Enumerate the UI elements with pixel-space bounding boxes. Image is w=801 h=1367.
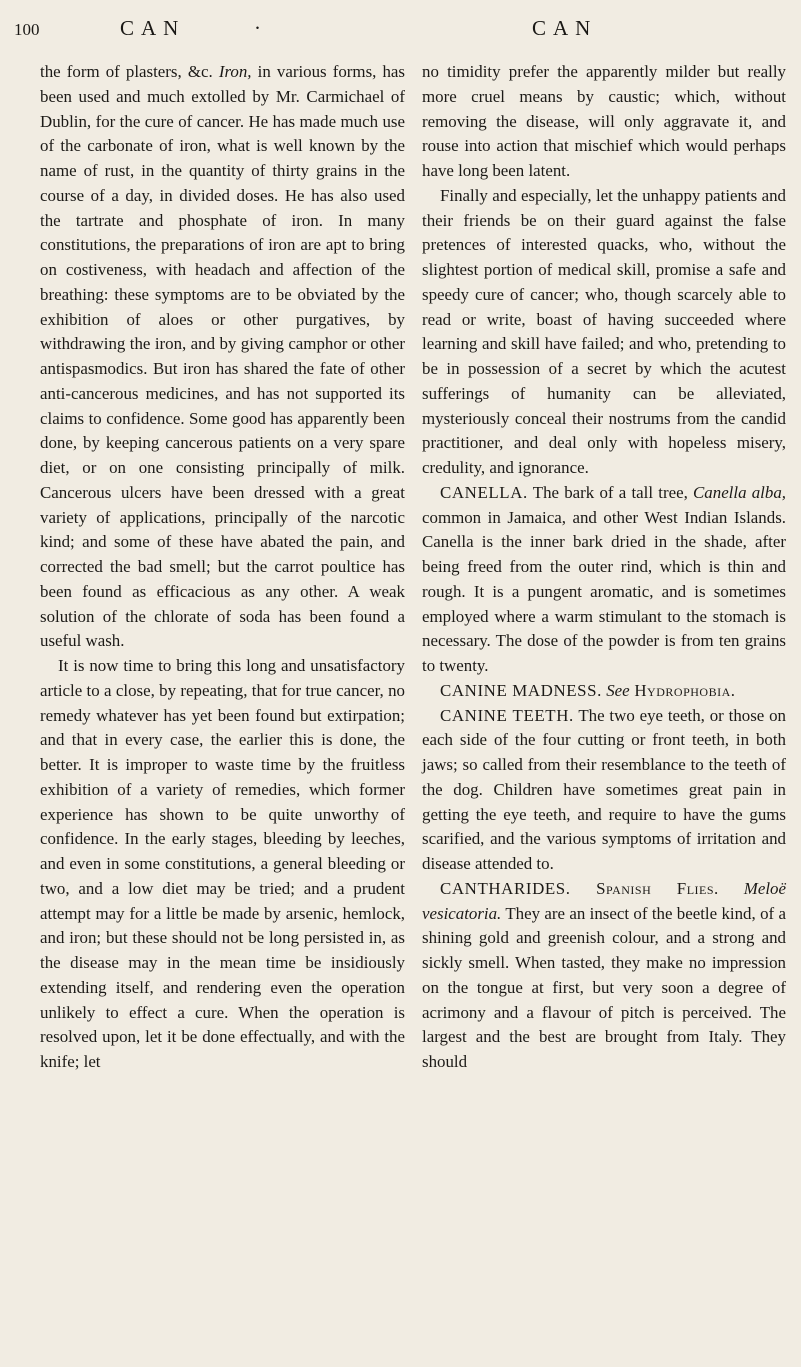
entry-canine-madness [422,679,786,704]
paragraph-caustic: no timidity prefer the apparently milder but really more cruel means by caustic; which, without removing the disease, will only aggravate it, and rouse into action that mischief which would perhaps have long been latent. [422,62,786,180]
common-name: Spanish Flies. [570,878,719,898]
right-column [422,60,786,1075]
entry-canella: CANELLA. The bark of a tall tree, Canella alba, common in Jamaica, and other West Indian Islands. Canella is the inner bark dried in the shade, after being freed from the outer rind, which is thin and rough. It is a pungent aromatic, and is sometimes employed where a warm stimulant to the stomach is necessary. The dose of the powder is from ten grains to twenty. [422,482,786,675]
page-header [0,12,801,52]
cross-reference-link: Hydrophobia. [629,680,736,700]
left-column [40,60,405,1075]
entry-headword: CANINE TEETH. [440,705,574,725]
latin-name: Meloë vesicatoria. [422,878,786,923]
latin-name: Canella alba, [693,482,786,502]
paragraph-conclusion: It is now time to bring this long and unsatisfactory article to a close, by repeating, that for true cancer, no remedy whatever has yet been found but extirpation; and that in every case, the earlier this is done, the better. It is improper to waste time by the fruitless exhibition of a variety of remedies, which former experience has shown to be quite unworthy of confidence. In the early stages, bleeding by leeches, and even in some constitutions, a general bleeding or two, and a low diet may be tried; and a prudent attempt may for a little be made by arsenic, hemlock, and iron; but these should not be long persisted in, as the disease may in the mean time be insidiously extending itself, and rendering even the operation unlikely to effect a cure. When the operation is resolved upon, let it be done effectually, and with the knife; let [40,656,405,1071]
paragraph-quacks: Finally and especially, let the unhappy patients and their friends be on their guard against the false pretences of interested quacks, who, without the slightest portion of medical skill, promise a safe and speedy cure of cancer; who, though scarcely able to read or write, boast of having succeeded where learning and skill have failed; and who, pretending to be in possession of a secret by which the acutest sufferings of humanity can be alleviated, mysteriously conceal their nostrums from the candid practitioner, and deal only with hopeless misery, credulity, and ignorance. [422,185,786,477]
entry-cantharides: CANTHARIDES. Spanish Flies. Meloë vesicatoria. They are an insect of the beetle kind, of a shining gold and greenish colour, and a strong and sickly smell. When tasted, they make no impression on the tongue at first, but very soon a degree of acrimony and a flavour of pitch is perceived. The largest and the best are brought from Italy. They should [422,878,786,1071]
italic-term: Iron, [218,62,252,81]
running-head-right: CAN [532,16,598,40]
running-head-divider: · [254,16,261,40]
entry-headword: CANTHARIDES. [440,878,571,898]
entry-headword: CANELLA. [440,482,528,502]
running-head-left: CAN [120,16,186,40]
see-reference: See [601,680,630,700]
entry-headword: CANINE MADNESS. [440,680,602,700]
paragraph-iron-treatment: the form of plasters, &c. Iron, in various forms, has been used and much extolled by Mr. Carmichael of Dublin, for the cure of cancer. He has made much use of the carbonate of iron, what is well known by the name of rust, in the quantity of thirty grains in the course of a day, in divided doses. He has also used the tartrate and phosphate of iron. In many constitutions, the preparations of iron are apt to bring on costiveness, with headach and affection of the breathing: these symptoms are to be obviated by the exhibition of aloes or other purgatives, by withdrawing the iron, and by giving camphor or other antispasmodics. But iron has shared the fate of other anti-cancerous medicines, and has not supported its claims to confidence. Some good has apparently been done, by keeping cancerous patients on a very spare diet, or on one consisting principally of milk. Cancerous ulcers have been dressed with a great variety of applications, principally of the narcotic kind; and some of these have abated the pain, and corrected the bad smell; but the carrot poultice has been found as efficacious as any other. A weak solution of the chlorate of soda has been found a useful wash. [40,62,406,651]
page-number: 100 [14,20,40,39]
entry-canine-teeth: CANINE TEETH. The two eye teeth, or those on each side of the four cutting or front teeth, in both jaws; so called from their resemblance to the teeth of the dog. Children have sometimes great pain in getting the eye teeth, and require to have the gums scarified, and the various symptoms of irritation and disease attended to. [422,705,787,873]
